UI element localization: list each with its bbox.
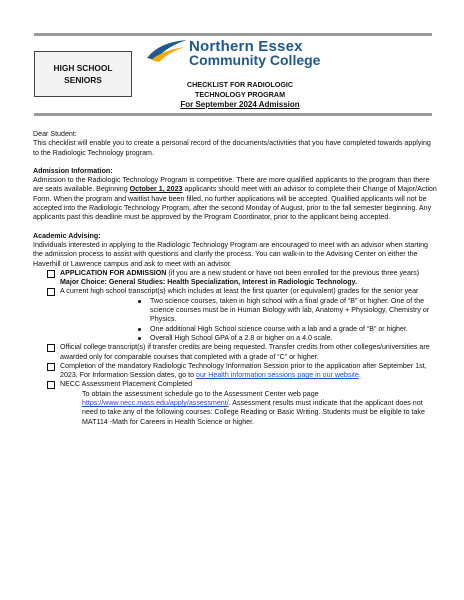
admission-heading: Admission Information: (33, 166, 113, 175)
admission-text: Admission to the Radiologic Technology Program is competitive. There are more qualified applicants to the program than there are seats available. Beginning October 1, 2023 applicants should meet with an advisor to complete their Change of Major/Action Form. When the program and waitlist have been filled, no further applications will be accepted. Qualified applicants will not be accepted into the Radiologic Technology Program, after the second Monday of August, prior to the fall semester beginning. Any applicants past this deadline must be approved by the Program Coordinator, prior to the applicant being accepted. (33, 176, 437, 222)
requirement-bullet: Two science courses, taken in high school with a final grade of “B” or higher. One of the science courses must be in Human Biology with lab, Anatomy + Physiology, Chemistry or Physics. (33, 297, 437, 325)
document-body (33, 130, 437, 427)
assessment-text: To obtain the assessment schedule go to the Assessment Center web page https://www.necc.mass.edu/apply/assessment/. Assessment results must indicate that the applicant does not need to take any of the following courses: College Reading or Basic Writing. Students must be eligible to take MAT114 -Math for Careers in Health Science or higher. (82, 389, 425, 426)
checklist-title-line-2: TECHNOLOGY PROGRAM (194, 90, 286, 99)
checklist-title-line-3: For September 2024 Admission (180, 100, 300, 109)
logo-swoosh-icon (145, 38, 189, 62)
logo-line-2: Community College (189, 52, 321, 68)
requirement-bullet: Overall High School GPA of a 2.8 or higher on a 4.0 scale. (33, 334, 437, 343)
audience-badge (34, 51, 132, 97)
checklist-item-assessment: NECC Assessment Placement Completed (33, 380, 437, 389)
checklist-item-college-transcript: Official college transcript(s) if transfer credits are being requested. Transfer credits from other colleges/universities are awarded only for comparable courses that completed with a grade of “C” or higher. (33, 343, 437, 362)
logo-line-1: Northern Essex (189, 38, 303, 55)
checkbox-icon[interactable] (47, 270, 55, 278)
info-session-link[interactable]: our Health information sessions page in our website (196, 371, 359, 380)
requirement-bullet: One additional High School science course with a lab and a grade of “B” or higher. (33, 325, 437, 334)
header-top-rule (34, 33, 432, 36)
bullet-icon (138, 328, 141, 331)
audience-badge-label: HIGH SCHOOL SENIORS (53, 63, 113, 85)
admission-date: October 1, 2023 (129, 185, 183, 194)
bullet-icon (138, 300, 141, 303)
checklist-item-hs-transcript: A current high school transcript(s) which includes at least the first quarter (or equivalent) grades for the senior year (33, 287, 437, 296)
checklist-item-application: APPLICATION FOR ADMISSION (if you are a new student or have not been enrolled for the previous three years) Major Choice: General Studies: Health Specialization, Interest in Radiologic Technology. (33, 269, 437, 288)
checkbox-icon[interactable] (47, 288, 55, 296)
assessment-link[interactable]: https://www.necc.mass.edu/apply/assessment/ (82, 399, 229, 408)
checklist-title-line-1: CHECKLIST FOR RADIOLOGIC (186, 80, 294, 89)
bullet-icon (138, 337, 141, 340)
advising-text: Individuals interested in applying to the Radiologic Technology Program are encouraged to meet with an advisor when starting the admission process to assist with questions and clarify the process. You can walk-in to the Advising Center on either the Haverhill or Lawrence campus and ask to meet with an advisor. (33, 240, 428, 268)
college-logo (145, 38, 445, 70)
intro-text: This checklist will enable you to create a personal record of the documents/activities that you have completed towards applying to the Radiologic Technology program. (33, 139, 431, 157)
header-bottom-rule (34, 113, 432, 116)
checkbox-icon[interactable] (47, 381, 55, 389)
checkbox-icon[interactable] (47, 344, 55, 352)
checkbox-icon[interactable] (47, 363, 55, 371)
advising-heading: Academic Advising: (33, 231, 101, 240)
greeting: Dear Student: (33, 130, 77, 138)
checklist-item-info-session: Completion of the mandatory Radiologic Technology Information Session prior to the application after September 1st, 2023. For Information Session dates, go to our Health information sessions page in our website. (33, 362, 437, 381)
